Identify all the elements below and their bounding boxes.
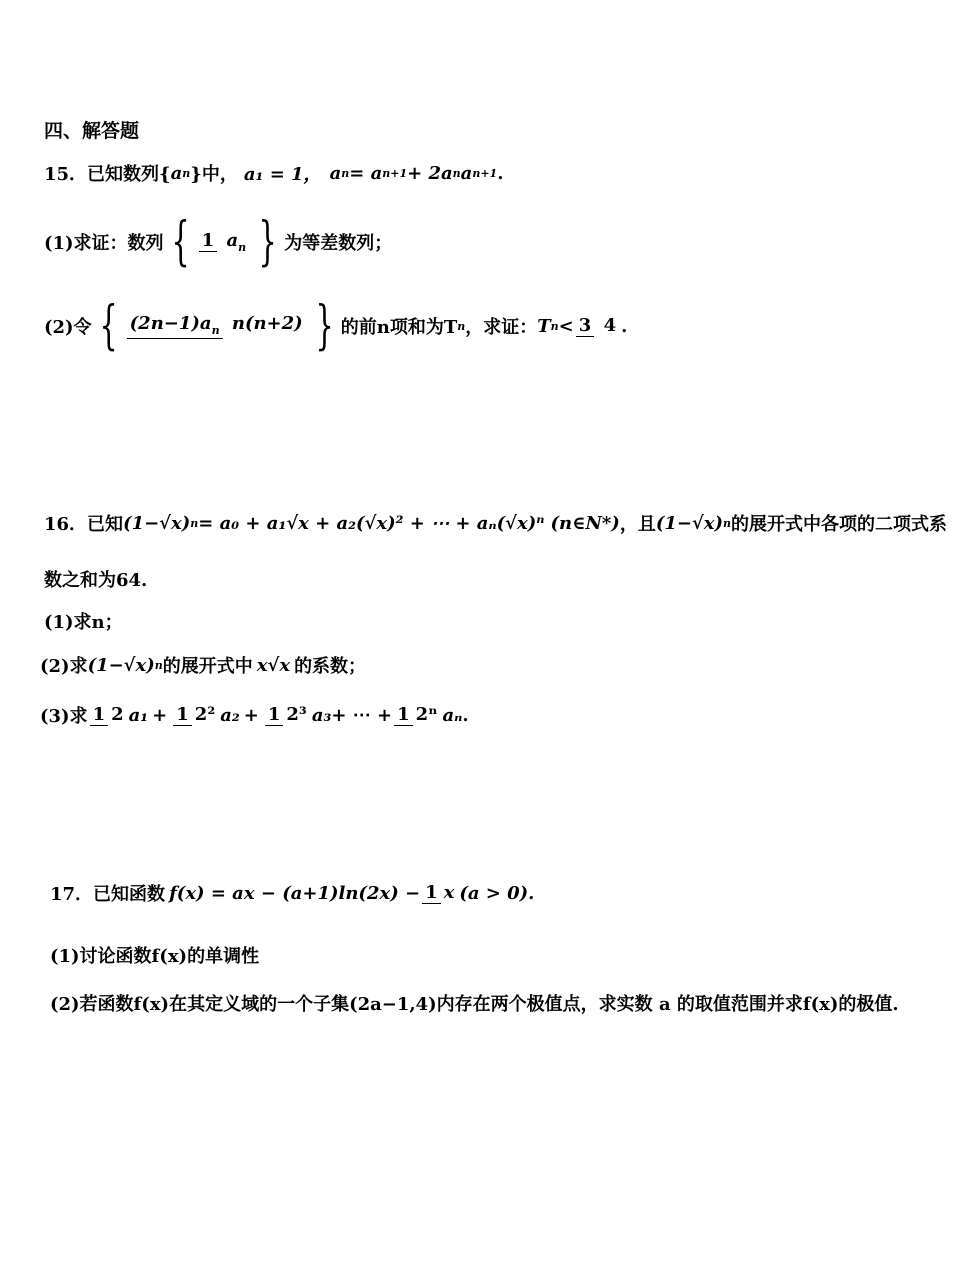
q16-p3-t4-a: aₙ	[442, 704, 463, 726]
q15-p1-fraction	[199, 230, 249, 255]
q16-p2-expr: (1−√x)	[87, 654, 155, 676]
q15-p1-num: 1	[199, 231, 218, 253]
q15-cond1: a₁ = 1，	[243, 164, 322, 185]
q15-p2-end: .	[621, 315, 628, 337]
q15-part1	[44, 212, 393, 272]
q16-p3-t3-den: 2³	[286, 703, 307, 725]
q15-cond2-end: .	[497, 162, 504, 184]
q15-p2-lt: <	[558, 315, 574, 337]
q15-p2-num: (2n−1)a	[129, 313, 212, 335]
right-brace: }	[258, 212, 277, 272]
q15-p2-prefix: (2)令	[44, 317, 92, 338]
q16-p3-t2-den: 2²	[194, 703, 216, 725]
q16-expr2: (1−√x)	[655, 512, 724, 534]
q16-p2-term: x√x	[256, 654, 291, 676]
q16-p3-t3-num: 1	[265, 705, 284, 727]
q16-p3-frac3	[265, 704, 310, 727]
q16-stem-prefix: 16．已知	[44, 514, 124, 535]
left-brace: {	[171, 212, 190, 272]
q16-p3-t4-den: 2ⁿ	[415, 703, 438, 725]
q16-p3-frac1	[90, 704, 127, 727]
left-brace: {	[99, 296, 118, 356]
q15-p2-mid-sub: n	[457, 319, 466, 333]
q15-p2-T: T	[537, 315, 551, 337]
q16-p3-end: .	[462, 704, 469, 726]
q15-stem	[44, 160, 504, 186]
q15-seq-sub: n	[182, 166, 191, 180]
q17-stem	[50, 880, 534, 906]
q16-p3-t2-a: a₂	[220, 704, 240, 726]
q15-cond2-a3: a	[460, 162, 473, 184]
q16-p3-dots: + ⋯ +	[331, 704, 393, 726]
q15-p2-den: n(n+2)	[231, 313, 303, 335]
q16-stem	[44, 510, 947, 536]
q16-p2-mid: 的展开式中	[162, 656, 253, 677]
q16-part3: (3)求 1 2 a₁ + 1 2² a₂ + 1 2³ a₃ + ⋯ + 1 2ⁿ aₙ .	[40, 703, 469, 727]
q15-cond2-sub2: n	[452, 166, 461, 180]
q15-cond2-a-sub: n	[341, 166, 350, 180]
q15-p2-bound	[576, 315, 619, 338]
q16-p2-suffix: 的系数；	[294, 656, 367, 677]
q16-expr1: (1−√x)	[123, 512, 191, 534]
q16-rhs: = a₀ + a₁√x + a₂(√x)² + ⋯ + aₙ(√x)ⁿ	[198, 512, 545, 534]
q17-stem-prefix: 17．已知函数	[50, 884, 166, 905]
q15-p1-den-sub: n	[238, 240, 247, 254]
q15-stem-mid: }中，	[190, 164, 238, 185]
q15-p2-fnum: 3	[576, 316, 595, 338]
q16-p2-sup: n	[154, 658, 163, 672]
q15-cond2-eq: = a	[349, 162, 383, 184]
q16-expr1-sup: n	[190, 516, 199, 530]
q15-p1-prefix: (1)求证：数列	[44, 233, 164, 254]
q17-fden: x	[443, 881, 455, 903]
q16-p3-t2-num: 1	[173, 705, 192, 727]
q15-p2-fden: 4	[603, 314, 617, 336]
q15-p2-mid: 的前n项和为T	[340, 317, 458, 338]
q15-cond2-sub3: n+1	[472, 166, 498, 180]
q17-part1: (1)讨论函数f(x)的单调性	[50, 946, 260, 967]
q16-expr2-sup: n	[723, 516, 732, 530]
q17-stem-cond: (a > 0).	[459, 882, 535, 904]
q15-seq: a	[170, 162, 183, 184]
q15-cond2-a: a	[329, 162, 342, 184]
q15-p2-fraction	[127, 313, 306, 339]
q16-p3-t1-den: 2	[111, 703, 124, 725]
q16-part2	[40, 652, 366, 678]
q15-p2-num-sub: n	[211, 324, 220, 338]
q15-stem-prefix: 15．已知数列{	[44, 164, 171, 185]
q15-p1-suffix: 为等差数列；	[284, 233, 393, 254]
right-brace: }	[315, 296, 334, 356]
q16-p2-prefix: (2)求	[40, 656, 88, 677]
q16-domain: (n∈N*)	[550, 512, 620, 534]
q17-stem-f: f(x) = ax − (a+1)ln(2x) −	[169, 882, 421, 904]
q17-part2: (2)若函数f(x)在其定义域的一个子集(2a−1,4)内存在两个极值点，求实数 a 的取值范围并求f(x)的极值.	[50, 994, 899, 1015]
q16-part1: (1)求n；	[44, 612, 123, 633]
q16-p3-t1-num: 1	[90, 705, 109, 727]
q15-p2-mid2: ，求证：	[465, 317, 538, 338]
q15-cond2-plus: + 2a	[407, 162, 453, 184]
q16-p3-t1-a: a₁	[128, 704, 149, 726]
q16-p3-frac4	[394, 704, 440, 727]
q15-part2	[44, 296, 628, 356]
q16-p3-t4-num: 1	[394, 705, 413, 727]
q15-p2-T-sub: n	[550, 319, 559, 333]
section-title: 四、解答题	[44, 120, 140, 142]
q16-stem-suffix: 的展开式中各项的二项式系	[731, 514, 948, 535]
q17-fraction	[422, 882, 457, 905]
q15-cond2-sub1: n+1	[382, 166, 408, 180]
q16-p3-t3-a: a₃	[311, 704, 332, 726]
q16-stem-line2: 数之和为64.	[44, 570, 148, 591]
q17-fnum: 1	[422, 883, 441, 905]
q15-p1-den: a	[226, 229, 239, 251]
q16-stem-mid: ，且	[619, 514, 656, 535]
q16-p3-frac2	[173, 704, 218, 727]
q16-p3-prefix: (3)求	[40, 706, 88, 727]
